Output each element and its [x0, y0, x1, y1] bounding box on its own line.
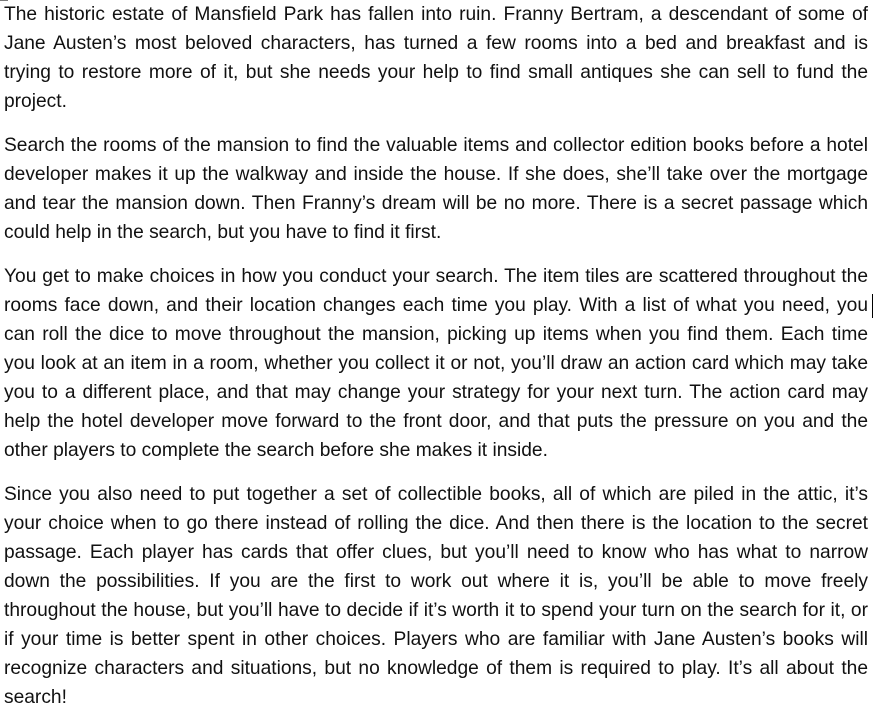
document-body[interactable]	[4, 0, 868, 727]
paragraph-3: You get to make choices in how you conduct your search. The item tiles are scattered throughout the rooms face down, and their location changes each time you play. With a list of what you need, you can roll the dice to move throughout the mansion, picking up items when you find them. Each time you look at an item in a room, whether you collect it or not, you’ll draw an action card which may take you to a different place, and that may change your strategy for your next turn. The action card may help the hotel developer move forward to the front door, and that puts the pressure on you and the other players to complete the search before she makes it inside.	[4, 266, 868, 461]
paragraph-1: The historic estate of Mansfield Park has fallen into ruin. Franny Bertram, a descendant of some of Jane Austen’s most beloved characters, has turned a few rooms into a bed and breakfast and is trying to restore more of it, but she needs your help to find small antiques she can sell to fund the project.	[4, 4, 868, 112]
paragraph-2: Search the rooms of the mansion to find the valuable items and collector edition books before a hotel developer makes it up the walkway and inside the house. If she does, she’ll take over the mortgage and tear the mansion down. Then Franny’s dream will be no more. There is a secret passage which could help in the search, but you have to find it first.	[4, 135, 868, 243]
text-cursor	[872, 294, 873, 318]
paragraph-4: Since you also need to put together a set of collectible books, all of which are piled in the attic, it’s your choice when to go there instead of rolling the dice. And then there is the location to the secret passage. Each player has cards that offer clues, but you’ll need to know who has what to narrow down the possibilities. If you are the first to work out where it is, you’ll be able to move freely throughout the house, but you’ll have to decide if it’s worth it to spend your turn on the search for it, or if your time is better spent in other choices. Players who are familiar with Jane Austen’s books will recognize characters and situations, but no knowledge of them is required to play. It’s all about the search!	[4, 484, 868, 708]
